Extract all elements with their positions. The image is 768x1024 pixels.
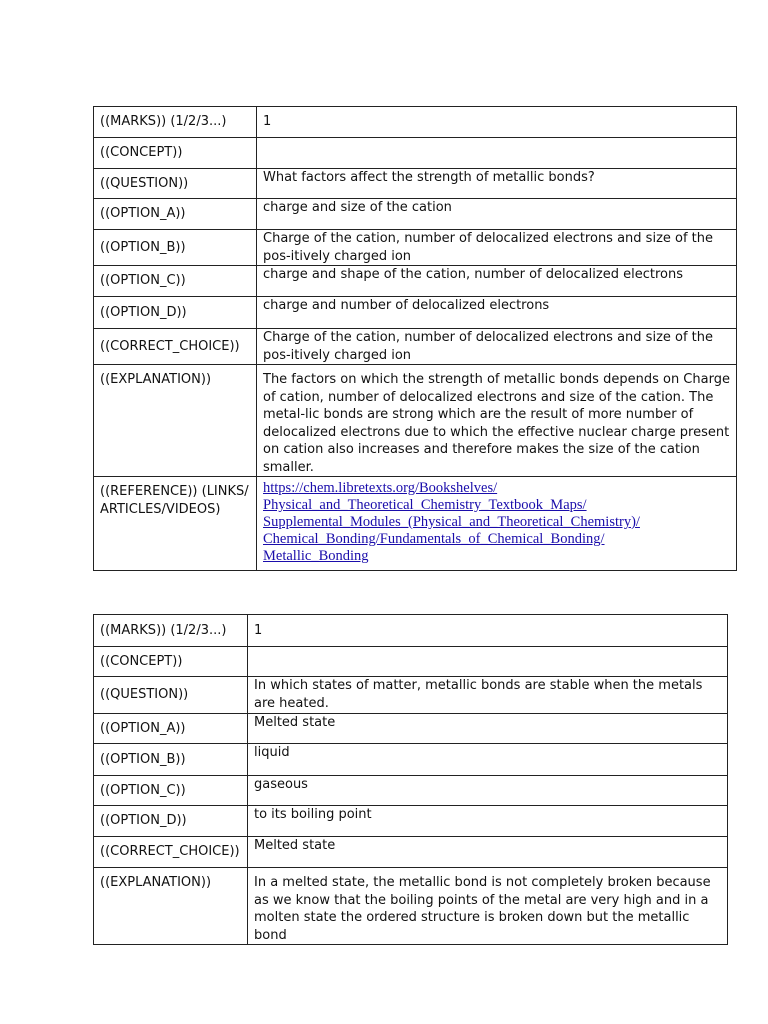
option-b-value: liquid [248,744,728,776]
question-value: What factors affect the strength of metallic bonds? [257,169,737,199]
option-c-row [94,266,737,297]
reference-links [257,477,737,571]
question-row [94,169,737,199]
concept-value [248,647,728,677]
option-a-row [94,714,728,744]
option-d-label: ((OPTION_D)) [94,806,248,837]
option-c-label: ((OPTION_C)) [94,776,248,806]
concept-label: ((CONCEPT)) [94,647,248,677]
correct-choice-value: Charge of the cation, number of delocalized electrons and size of the pos-itively charged ion [257,329,737,365]
option-d-value: to its boiling point [248,806,728,837]
option-a-value: Melted state [248,714,728,744]
reference-label: ((REFERENCE)) (LINKS/ ARTICLES/VIDEOS) [94,477,257,571]
reference-link-line[interactable]: Chemical_Bonding/Fundamentals_of_Chemical_Bonding/ [263,531,605,547]
marks-label: ((MARKS)) (1/2/3...) [94,107,257,138]
explanation-value: The factors on which the strength of metallic bonds depends on Charge of cation, number of delocalized electrons and size of the cation. The metal-lic bonds are strong which are the result of more number of delocalized electrons due to which the effective nuclear charge present on cation also increases and therefore makes the size of the cation smaller. [257,365,737,477]
option-a-label: ((OPTION_A)) [94,714,248,744]
option-b-row [94,230,737,266]
concept-label: ((CONCEPT)) [94,138,257,169]
explanation-row [94,868,728,945]
explanation-label: ((EXPLANATION)) [94,868,248,945]
reference-link-line[interactable]: Physical_and_Theoretical_Chemistry_Textbook_Maps/ [263,497,587,513]
correct-choice-label: ((CORRECT_CHOICE)) [94,329,257,365]
option-b-label: ((OPTION_B)) [94,230,257,266]
question-row [94,677,728,714]
option-b-label: ((OPTION_B)) [94,744,248,776]
correct-choice-label: ((CORRECT_CHOICE)) [94,837,248,868]
option-d-value: charge and number of delocalized electrons [257,297,737,329]
option-b-row [94,744,728,776]
explanation-row [94,365,737,477]
question-label: ((QUESTION)) [94,677,248,714]
option-c-value: charge and shape of the cation, number of delocalized electrons [257,266,737,297]
option-b-value: Charge of the cation, number of delocalized electrons and size of the pos-itively charged ion [257,230,737,266]
reference-row [94,477,737,571]
question-label: ((QUESTION)) [94,169,257,199]
option-c-value: gaseous [248,776,728,806]
marks-row [94,107,737,138]
marks-value: 1 [257,107,737,138]
option-d-row [94,806,728,837]
option-c-row [94,776,728,806]
reference-link-line[interactable]: Metallic_Bonding [263,548,369,564]
option-d-label: ((OPTION_D)) [94,297,257,329]
option-a-row [94,199,737,230]
question-table-2 [93,614,728,945]
explanation-value: In a melted state, the metallic bond is not completely broken because as we know that the boiling points of the metal are very high and in a molten state the ordered structure is broken down but the metallic bond [248,868,728,945]
reference-link-line[interactable]: https://chem.libretexts.org/Bookshelves/ [263,480,498,496]
option-c-label: ((OPTION_C)) [94,266,257,297]
option-d-row [94,297,737,329]
question-value: In which states of matter, metallic bonds are stable when the metals are heated. [248,677,728,714]
marks-label: ((MARKS)) (1/2/3...) [94,615,248,647]
marks-row [94,615,728,647]
correct-choice-row [94,329,737,365]
explanation-label: ((EXPLANATION)) [94,365,257,477]
correct-choice-value: Melted state [248,837,728,868]
concept-row [94,647,728,677]
reference-link-line[interactable]: Supplemental_Modules_(Physical_and_Theoretical_Chemistry)/ [263,514,640,530]
option-a-value: charge and size of the cation [257,199,737,230]
concept-value [257,138,737,169]
question-table-1 [93,106,737,571]
concept-row [94,138,737,169]
option-a-label: ((OPTION_A)) [94,199,257,230]
correct-choice-row [94,837,728,868]
marks-value: 1 [248,615,728,647]
